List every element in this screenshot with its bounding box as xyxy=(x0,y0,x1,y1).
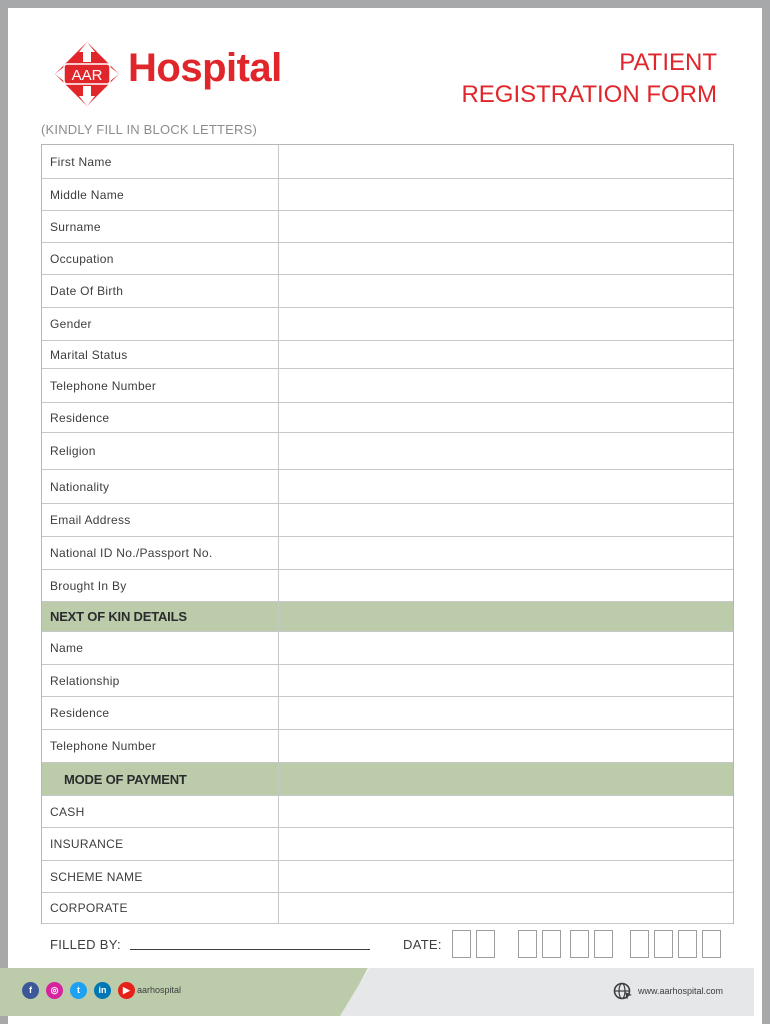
date-month-box-1[interactable] xyxy=(518,930,537,958)
form-row-insurance xyxy=(42,828,733,861)
date-year-box-4[interactable] xyxy=(654,930,673,958)
gender-field[interactable] xyxy=(279,308,733,340)
date-day-box-2[interactable] xyxy=(476,930,495,958)
field-label: Residence xyxy=(42,697,279,729)
form-row-surname xyxy=(42,211,733,243)
logo-emblem-icon xyxy=(48,40,126,110)
form-row-kin-name xyxy=(42,632,733,665)
field-label: Marital Status xyxy=(42,341,279,368)
field-label: First Name xyxy=(42,145,279,178)
date-day-box-1[interactable] xyxy=(452,930,471,958)
middle-name-field[interactable] xyxy=(279,179,733,210)
filled-by-label: FILLED BY: xyxy=(50,937,121,952)
marital-status-field[interactable] xyxy=(279,341,733,368)
facebook-icon[interactable]: f xyxy=(22,982,39,999)
logo-wordmark: Hospital xyxy=(128,46,282,90)
form-row-religion xyxy=(42,433,733,470)
date-year-box-1[interactable] xyxy=(570,930,589,958)
instagram-icon[interactable]: ◎ xyxy=(46,982,63,999)
form-row-middle-name xyxy=(42,179,733,211)
registration-sheet xyxy=(8,8,762,1024)
form-row-kin-relationship xyxy=(42,665,733,697)
date-year-box-3[interactable] xyxy=(630,930,649,958)
field-label: INSURANCE xyxy=(42,828,279,860)
form-row-brought-in-by xyxy=(42,570,733,602)
website-link[interactable]: www.aarhospital.com xyxy=(638,986,724,996)
social-handle[interactable]: aarhospital xyxy=(137,985,182,995)
telephone-field[interactable] xyxy=(279,369,733,402)
payment-heading: MODE OF PAYMENT xyxy=(42,763,279,795)
cash-field[interactable] xyxy=(279,796,733,827)
field-label: Occupation xyxy=(42,243,279,274)
date-year-box-6[interactable] xyxy=(702,930,721,958)
linkedin-icon[interactable]: in xyxy=(94,982,111,999)
filled-by-field[interactable] xyxy=(130,949,370,950)
form-row-national-id xyxy=(42,537,733,570)
field-label: Email Address xyxy=(42,504,279,536)
hospital-logo xyxy=(48,40,288,110)
form-row-date-of-birth xyxy=(42,275,733,308)
next-of-kin-heading-row xyxy=(42,602,733,632)
field-label: Telephone Number xyxy=(42,730,279,762)
form-row-kin-telephone xyxy=(42,730,733,763)
form-row-email xyxy=(42,504,733,537)
twitter-icon[interactable]: t xyxy=(70,982,87,999)
field-label: Brought In By xyxy=(42,570,279,601)
form-row-scheme-name xyxy=(42,861,733,893)
date-month-box-2[interactable] xyxy=(542,930,561,958)
form-title-line2: REGISTRATION FORM xyxy=(461,81,717,108)
kin-telephone-field[interactable] xyxy=(279,730,733,762)
field-label: Residence xyxy=(42,403,279,432)
globe-cursor-icon xyxy=(613,982,633,1000)
fill-instruction: (KINDLY FILL IN BLOCK LETTERS) xyxy=(41,122,257,137)
field-label: Religion xyxy=(42,433,279,469)
form-row-marital-status xyxy=(42,341,733,369)
payment-heading-row xyxy=(42,763,733,796)
field-label: Nationality xyxy=(42,470,279,503)
field-label: Gender xyxy=(42,308,279,340)
youtube-icon[interactable]: ▶ xyxy=(118,982,135,999)
occupation-field[interactable] xyxy=(279,243,733,274)
field-label: Surname xyxy=(42,211,279,242)
form-row-residence xyxy=(42,403,733,433)
kin-residence-field[interactable] xyxy=(279,697,733,729)
kin-name-field[interactable] xyxy=(279,632,733,664)
first-name-field[interactable] xyxy=(279,145,733,178)
field-label: SCHEME NAME xyxy=(42,861,279,892)
brought-in-by-field[interactable] xyxy=(279,570,733,601)
form-row-telephone xyxy=(42,369,733,403)
scheme-name-field[interactable] xyxy=(279,861,733,892)
registration-form-table xyxy=(41,144,734,924)
insurance-field[interactable] xyxy=(279,828,733,860)
form-row-corporate xyxy=(42,893,733,924)
field-label: National ID No./Passport No. xyxy=(42,537,279,569)
form-row-kin-residence xyxy=(42,697,733,730)
field-label: Name xyxy=(42,632,279,664)
surname-field[interactable] xyxy=(279,211,733,242)
field-label: Middle Name xyxy=(42,179,279,210)
form-row-gender xyxy=(42,308,733,341)
form-title-line1: PATIENT xyxy=(619,49,717,76)
form-row-cash xyxy=(42,796,733,828)
corporate-field[interactable] xyxy=(279,893,733,923)
date-year-box-2[interactable] xyxy=(594,930,613,958)
field-label: Telephone Number xyxy=(42,369,279,402)
next-of-kin-heading: NEXT OF KIN DETAILS xyxy=(42,602,279,631)
kin-relationship-field[interactable] xyxy=(279,665,733,696)
logo-badge-text: AAR xyxy=(71,67,103,84)
email-field[interactable] xyxy=(279,504,733,536)
nationality-field[interactable] xyxy=(279,470,733,503)
residence-field[interactable] xyxy=(279,403,733,432)
field-label: CORPORATE xyxy=(42,893,279,923)
form-row-occupation xyxy=(42,243,733,275)
religion-field[interactable] xyxy=(279,433,733,469)
field-label: Relationship xyxy=(42,665,279,696)
form-title xyxy=(461,47,717,111)
date-of-birth-field[interactable] xyxy=(279,275,733,307)
date-label: DATE: xyxy=(403,937,442,952)
date-year-box-5[interactable] xyxy=(678,930,697,958)
field-label: Date Of Birth xyxy=(42,275,279,307)
field-label: CASH xyxy=(42,796,279,827)
form-row-first-name xyxy=(42,145,733,179)
form-row-nationality xyxy=(42,470,733,504)
national-id-field[interactable] xyxy=(279,537,733,569)
